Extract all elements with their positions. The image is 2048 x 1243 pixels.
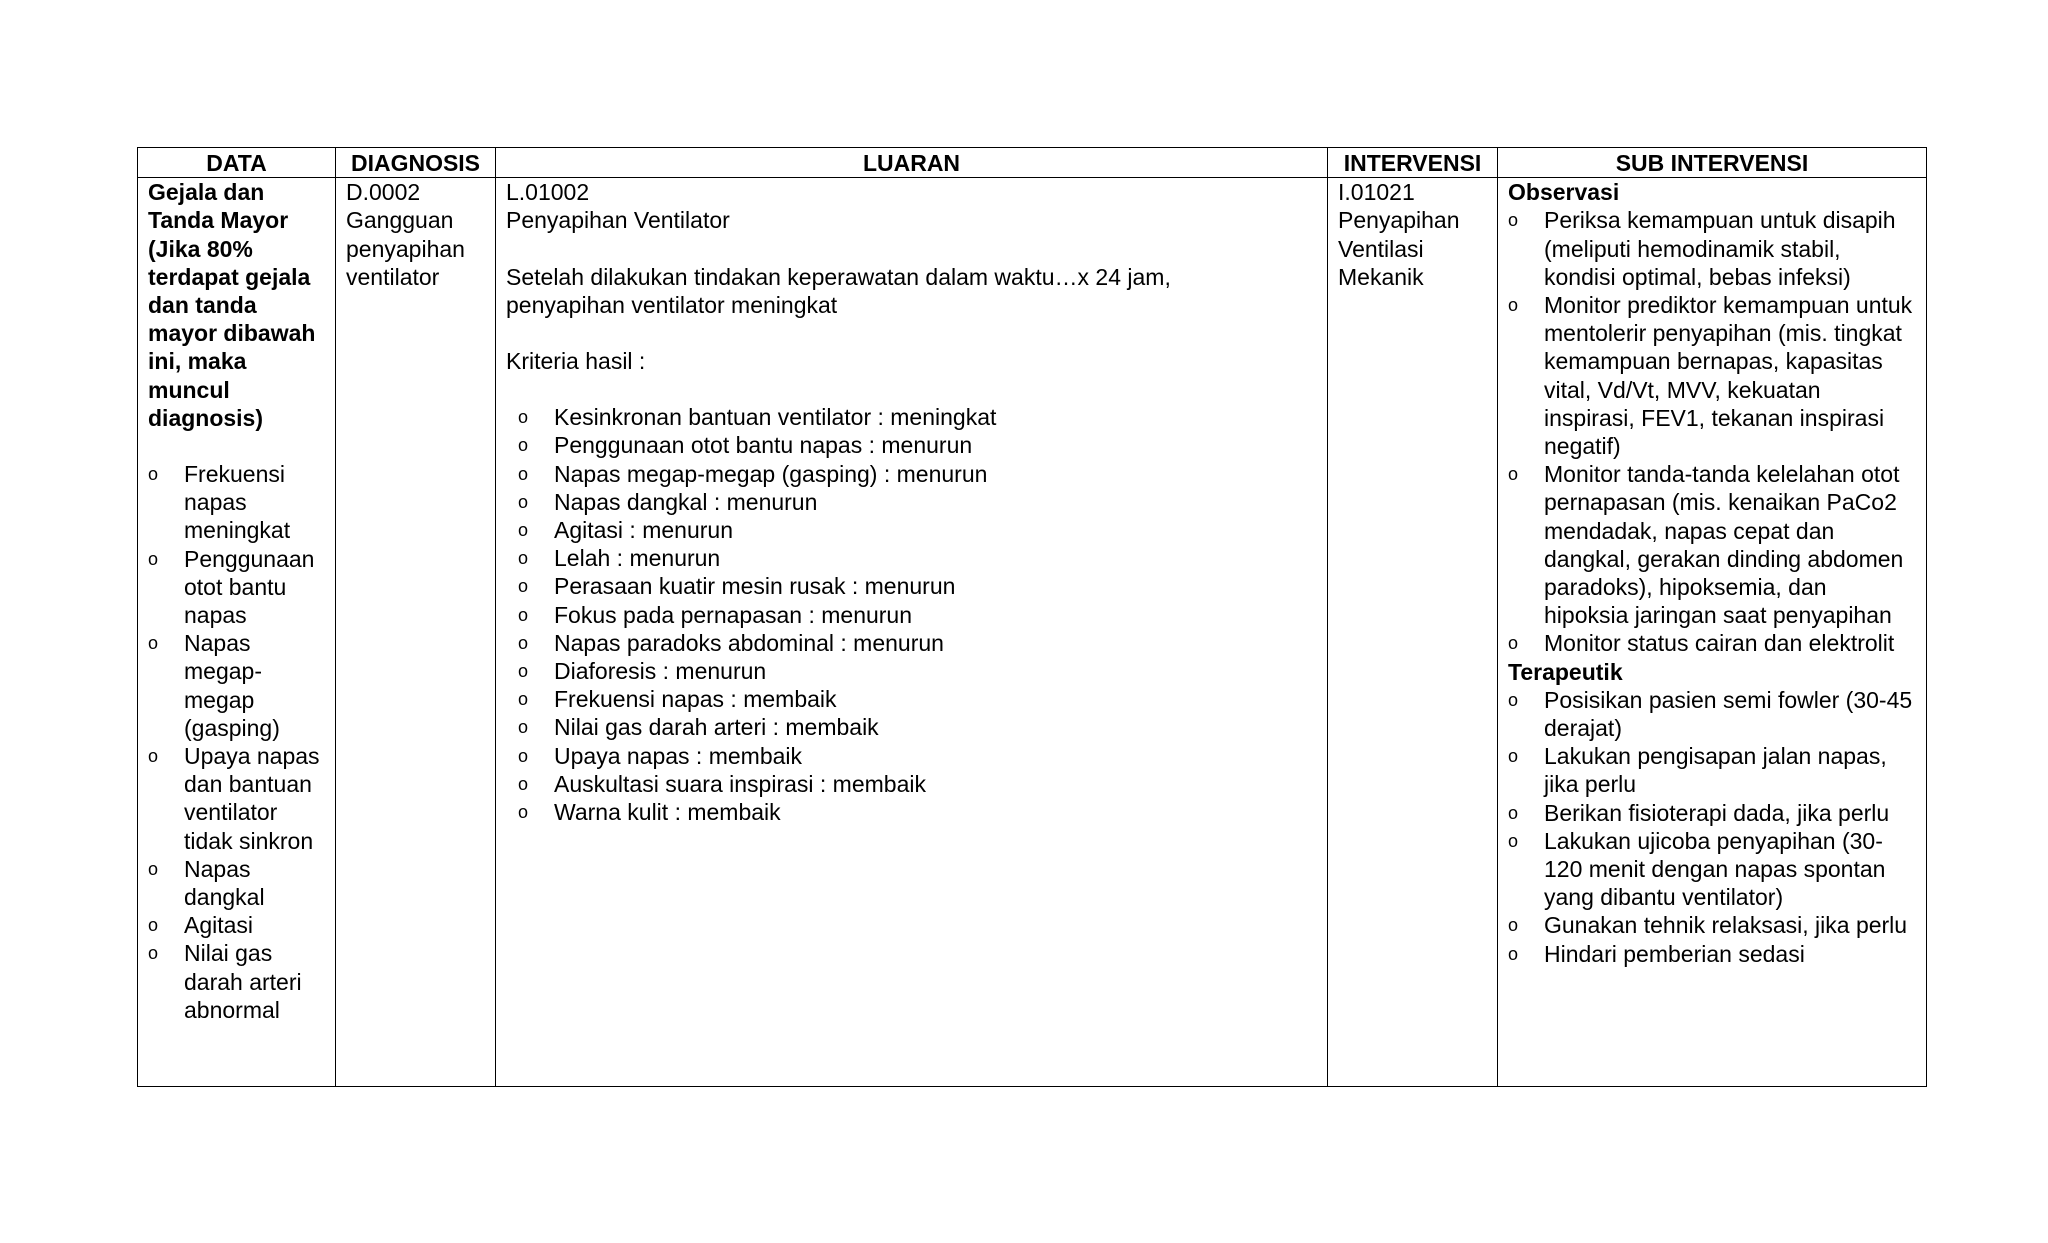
list-item-text: Frekuensi napas : membaik — [554, 686, 837, 713]
observasi-list — [1508, 206, 1916, 657]
list-item — [148, 911, 325, 939]
spacer — [506, 375, 1317, 403]
list-item-text: Monitor status cairan dan elektrolit — [1544, 630, 1895, 657]
list-item — [1508, 827, 1916, 912]
header-sub-intervensi: SUB INTERVENSI — [1498, 148, 1927, 178]
list-item-text: Napas megap-megap (gasping) — [184, 630, 280, 741]
criteria-list — [506, 403, 1317, 826]
circle-bullet-icon: o — [148, 915, 159, 936]
circle-bullet-icon: o — [1508, 633, 1519, 654]
circle-bullet-icon: o — [518, 604, 529, 625]
header-intervensi: INTERVENSI — [1328, 148, 1498, 178]
list-item-text: Diaforesis : menurun — [554, 658, 767, 685]
list-item-text: Lakukan ujicoba penyapihan (30-120 menit dengan napas spontan yang dibantu ventilator) — [1544, 827, 1886, 911]
circle-bullet-icon: o — [518, 491, 529, 512]
circle-bullet-icon: o — [518, 717, 529, 738]
list-item — [506, 770, 1317, 798]
circle-bullet-icon: o — [518, 773, 529, 794]
diagnosis-code: D.0002 — [346, 179, 421, 206]
circle-bullet-icon: o — [1508, 295, 1519, 316]
list-item — [506, 488, 1317, 516]
circle-bullet-icon: o — [148, 943, 159, 964]
list-item — [148, 855, 325, 911]
list-item-text: Napas megap-megap (gasping) : menurun — [554, 460, 988, 487]
list-item-text: Napas dangkal — [184, 855, 265, 911]
list-item-text: Penggunaan otot bantu napas — [184, 545, 315, 629]
list-item — [506, 403, 1317, 431]
circle-bullet-icon: o — [1508, 830, 1519, 851]
spacer — [148, 432, 325, 460]
list-item — [506, 742, 1317, 770]
intervensi-name: Penyapihan Ventilasi Mekanik — [1338, 207, 1460, 290]
list-item — [1508, 291, 1916, 460]
spacer — [506, 319, 1317, 347]
circle-bullet-icon: o — [518, 802, 529, 823]
circle-bullet-icon: o — [518, 407, 529, 428]
list-item — [148, 629, 325, 742]
list-item-text: Penggunaan otot bantu napas : menurun — [554, 432, 973, 459]
list-item — [506, 431, 1317, 459]
data-cell — [138, 178, 336, 1087]
circle-bullet-icon: o — [148, 548, 159, 569]
diagnosis-name: Gangguan penyapihan ventilator — [346, 207, 465, 290]
list-item — [506, 601, 1317, 629]
content-row — [138, 178, 1927, 1087]
list-item — [1508, 206, 1916, 291]
criteria-label: Kriteria hasil : — [506, 348, 646, 375]
nursing-care-table — [137, 147, 1927, 1087]
list-item-text: Hindari pemberian sedasi — [1544, 940, 1805, 967]
circle-bullet-icon: o — [148, 633, 159, 654]
circle-bullet-icon: o — [1508, 915, 1519, 936]
header-data: DATA — [138, 148, 336, 178]
list-item-text: Agitasi : menurun — [554, 517, 733, 544]
luaran-name: Penyapihan Ventilator — [506, 207, 730, 234]
intervensi-code: I.01021 — [1338, 179, 1415, 206]
list-item — [506, 460, 1317, 488]
header-luaran: LUARAN — [496, 148, 1328, 178]
circle-bullet-icon: o — [1508, 746, 1519, 767]
circle-bullet-icon: o — [518, 661, 529, 682]
list-item-text: Kesinkronan bantuan ventilator : meningkat — [554, 404, 997, 431]
list-item — [506, 657, 1317, 685]
list-item — [1508, 940, 1916, 968]
list-item — [506, 798, 1317, 826]
sub-intervensi-cell — [1498, 178, 1927, 1087]
list-item-text: Berikan fisioterapi dada, jika perlu — [1544, 799, 1890, 826]
list-item-text: Gunakan tehnik relaksasi, jika perlu — [1544, 912, 1908, 939]
list-item — [1508, 629, 1916, 657]
circle-bullet-icon: o — [1508, 210, 1519, 231]
list-item — [148, 742, 325, 855]
header-row — [138, 148, 1927, 178]
circle-bullet-icon: o — [148, 464, 159, 485]
list-item — [1508, 460, 1916, 629]
circle-bullet-icon: o — [1508, 689, 1519, 710]
circle-bullet-icon: o — [518, 435, 529, 456]
list-item-text: Lelah : menurun — [554, 545, 721, 572]
list-item — [148, 939, 325, 1024]
list-item-text: Posisikan pasien semi fowler (30-45 derajat) — [1544, 686, 1913, 742]
list-item — [506, 516, 1317, 544]
list-item — [148, 545, 325, 630]
list-item-text: Napas dangkal : menurun — [554, 488, 818, 515]
luaran-cell — [496, 178, 1328, 1087]
intervensi-cell — [1328, 178, 1498, 1087]
circle-bullet-icon: o — [1508, 943, 1519, 964]
diagnosis-cell — [336, 178, 496, 1087]
list-item-text: Warna kulit : membaik — [554, 799, 781, 826]
list-item — [506, 572, 1317, 600]
circle-bullet-icon: o — [148, 858, 159, 879]
list-item-text: Napas paradoks abdominal : menurun — [554, 629, 944, 656]
list-item-text: Lakukan pengisapan jalan napas, jika perlu — [1544, 743, 1887, 798]
list-item — [148, 460, 325, 545]
circle-bullet-icon: o — [518, 520, 529, 541]
circle-bullet-icon: o — [148, 746, 159, 767]
list-item-text: Monitor tanda-tanda kelelahan otot pernapasan (mis. kenaikan PaCo2 mendadak, napas cepat dan dangkal, gerakan dinding abdomen paradoks), hipoksemia, dan hipoksia jaringan saat penyapihan — [1544, 461, 1904, 629]
terapeutik-list — [1508, 686, 1916, 968]
list-item-text: Fokus pada pernapasan : menurun — [554, 601, 913, 628]
luaran-code: L.01002 — [506, 179, 590, 206]
list-item — [1508, 742, 1916, 798]
list-item-text: Upaya napas : membaik — [554, 742, 803, 769]
list-item-text: Frekuensi napas meningkat — [184, 461, 291, 544]
list-item-text: Monitor prediktor kemampuan untuk mentolerir penyapihan (mis. tingkat kemampuan bernapas, kapasitas vital, Vd/Vt, MVV, kekuatan inspirasi, FEV1, tekanan inspirasi negatif) — [1544, 292, 1913, 460]
list-item-text: Auskultasi suara inspirasi : membaik — [554, 770, 926, 797]
list-item-text: Upaya napas dan bantuan ventilator tidak sinkron — [184, 743, 320, 854]
circle-bullet-icon: o — [1508, 464, 1519, 485]
list-item — [506, 713, 1317, 741]
observasi-label: Observasi — [1508, 179, 1620, 206]
circle-bullet-icon: o — [518, 745, 529, 766]
circle-bullet-icon: o — [1508, 802, 1519, 823]
list-item — [506, 685, 1317, 713]
spacer — [506, 235, 1317, 263]
header-diagnosis: DIAGNOSIS — [336, 148, 496, 178]
list-item — [1508, 911, 1916, 939]
list-item — [1508, 799, 1916, 827]
list-item — [506, 544, 1317, 572]
circle-bullet-icon: o — [518, 548, 529, 569]
data-symptom-list — [148, 460, 325, 1024]
list-item — [1508, 686, 1916, 742]
circle-bullet-icon: o — [518, 463, 529, 484]
circle-bullet-icon: o — [518, 576, 529, 597]
circle-bullet-icon: o — [518, 689, 529, 710]
list-item-text: Agitasi — [184, 912, 254, 939]
list-item — [506, 629, 1317, 657]
list-item-text: Nilai gas darah arteri : membaik — [554, 714, 879, 741]
luaran-statement: Setelah dilakukan tindakan keperawatan dalam waktu…x 24 jam, penyapihan ventilator meningkat — [506, 263, 1171, 318]
list-item-text: Perasaan kuatir mesin rusak : menurun — [554, 573, 956, 600]
circle-bullet-icon: o — [518, 632, 529, 653]
list-item-text: Nilai gas darah arteri abnormal — [184, 940, 302, 1023]
list-item-text: Periksa kemampuan untuk disapih (meliputi hemodinamik stabil, kondisi optimal, bebas infeksi) — [1544, 207, 1896, 290]
data-title: Gejala dan Tanda Mayor (Jika 80% terdapat gejala dan tanda mayor dibawah ini, maka muncul diagnosis) — [148, 179, 316, 431]
terapeutik-label: Terapeutik — [1508, 658, 1623, 685]
